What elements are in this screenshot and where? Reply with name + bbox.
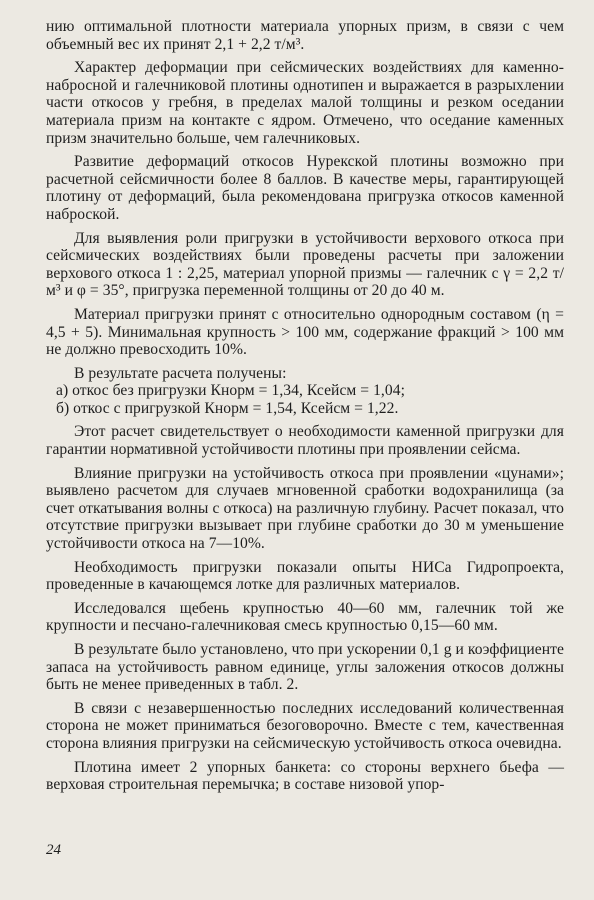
- paragraph: Плотина имеет 2 упорных банкета: со стороны верхнего бьефа — верховая строительная перемычка; в составе низовой упор-: [46, 758, 564, 794]
- list-item: б) откос с пригрузкой Кнорм = 1,54, Ксейсм = 1,22.: [56, 399, 399, 417]
- paragraph: нию оптимальной плотности материала упорных призм, в связи с чем объемный вес их принят 2,1 + 2,2 т/м³.: [46, 18, 564, 53]
- body-text: [46, 18, 564, 794]
- paragraph: Влияние пригрузки на устойчивость откоса при проявлении «цунами»; выявлено расчетом для случаев мгновенной сработки водохранилища (за счет откатывания волны с откоса) на различную глубину. Расчет показал, что отсутствие пригрузки вызывает при глубине сработки до 30 м уменьшение устойчивости откоса на 7—10%.: [46, 464, 564, 553]
- paragraph: Исследовался щебень крупностью 40—60 мм, галечник той же крупности и песчано-галечниковая смесь крупностью 0,15—60 мм.: [46, 599, 564, 635]
- paragraph: Для выявления роли пригрузки в устойчивости верхового откоса при сейсмических воздействиях были проведены расчеты при заложении верхового откоса 1 : 2,25, материал упорной призмы — галечник с γ = 2,2 т/м³ и φ = 35°, пригрузка переменной толщины от 20 до 40 м.: [46, 229, 564, 300]
- paragraph: В связи с незавершенностью последних исследований количественная сторона не может приниматься безоговорочно. Вместе с тем, качественная сторона влияния пригрузки на сейсмическую устойчивость откоса очевидна.: [46, 699, 564, 752]
- paragraph: Характер деформации при сейсмических воздействиях для каменно-набросной и галечниковой плотины однотипен и выражается в разрыхлении части откосов у гребня, в пределах малой толщины и резком оседании материала призм на контакте с ядром. Отмечено, что оседание каменных призм значительно больше, чем галечниковых.: [46, 59, 564, 147]
- paragraph: Развитие деформаций откосов Нурекской плотины возможно при расчетной сейсмичности более 8 баллов. В качестве меры, гарантирующей плотину от деформаций, была рекомендована пригрузка откосов каменной наброской.: [46, 153, 564, 223]
- paragraph: Необходимость пригрузки показали опыты НИСа Гидропроекта, проведенные в качающемся лотке для различных материалов.: [46, 558, 564, 594]
- paragraph: В результате расчета получены:: [74, 364, 287, 382]
- list-item: а) откос без пригрузки Кнорм = 1,34, Ксейсм = 1,04;: [56, 382, 405, 400]
- paragraph: В результате было установлено, что при ускорении 0,1 g и коэффициенте запаса на устойчивость равном единице, углы заложения откосов должны быть не менее приведенных в табл. 2.: [46, 641, 564, 694]
- paragraph: Материал пригрузки принят с относительно однородным составом (η = 4,5 + 5). Минимальная крупность > 100 мм, содержание фракций > 100 мм не должно превосходить 10%.: [46, 305, 564, 359]
- page-number: 24: [46, 842, 61, 858]
- paragraph: Этот расчет свидетельствует о необходимости каменной пригрузки для гарантии нормативной устойчивости плотины при проявлении сейсма.: [46, 423, 564, 459]
